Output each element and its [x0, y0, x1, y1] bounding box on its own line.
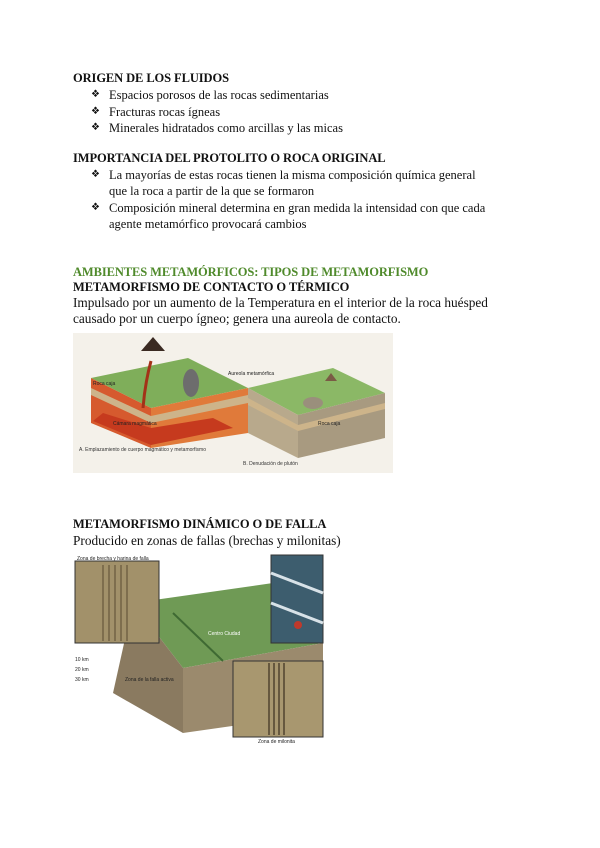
figure-label: Roca caja [93, 381, 116, 387]
figure-label: Zona de brecha y harina de falla [77, 556, 149, 562]
figure-label: Zona de la falla activa [125, 677, 174, 683]
diamond-bullet-icon: ❖ [91, 106, 100, 117]
heading-metamorfismo-dinamico: METAMORFISMO DINÁMICO O DE FALLA [73, 517, 327, 531]
list-item: ❖ Composición mineral determina en gran medida la intensidad con que cada [91, 201, 486, 215]
paragraph-line: Impulsado por un aumento de la Temperatura en el interior de la roca huésped [73, 295, 488, 310]
depth-label: 10 km [75, 657, 89, 663]
list-item-continuation: agente metamórfico provocará cambios [109, 217, 307, 231]
heading-ambientes-metamorficos: AMBIENTES METAMÓRFICOS: TIPOS DE METAMORFISMO [73, 265, 429, 279]
heading-origen-fluidos: ORIGEN DE LOS FLUIDOS [73, 71, 229, 85]
depth-label: 20 km [75, 667, 89, 673]
diamond-bullet-icon: ❖ [91, 202, 100, 213]
paragraph-line: Producido en zonas de fallas (brechas y milonitas) [73, 533, 341, 548]
diamond-bullet-icon: ❖ [91, 122, 100, 133]
list-item-continuation: que la roca a partir de la que se formaron [109, 184, 315, 198]
figure-label: Aureola metamórfica [228, 371, 275, 377]
heading-protolito: IMPORTANCIA DEL PROTOLITO O ROCA ORIGINAL [73, 151, 386, 165]
figure-caption: B. Denudación de plutón [243, 461, 298, 467]
list-item: ❖ Minerales hidratados como arcillas y las micas [91, 121, 343, 135]
list-item: ❖ La mayorías de estas rocas tienen la misma composición química general [91, 168, 476, 182]
figure-label: Roca caja [318, 421, 341, 427]
figure-label: Zona de milonita [258, 739, 295, 745]
heading-metamorfismo-contacto: METAMORFISMO DE CONTACTO O TÉRMICO [73, 280, 350, 294]
figure-caption: A. Emplazamiento de cuerpo magmático y metamorfismo [79, 447, 206, 453]
figure-label: Centro Ciudad [208, 631, 241, 637]
diamond-bullet-icon: ❖ [91, 169, 100, 180]
list-item: ❖ Fracturas rocas ígneas [91, 105, 221, 119]
depth-label: 30 km [75, 677, 89, 683]
fault-metamorphism-figure [73, 553, 325, 745]
diamond-bullet-icon: ❖ [91, 89, 100, 100]
list-item: ❖ Espacios porosos de las rocas sedimentarias [91, 88, 329, 102]
contact-metamorphism-figure [73, 333, 393, 473]
paragraph-line: causado por un cuerpo ígneo; genera una aureola de contacto. [73, 311, 401, 326]
figure-label: Cámara magmática [113, 421, 157, 427]
